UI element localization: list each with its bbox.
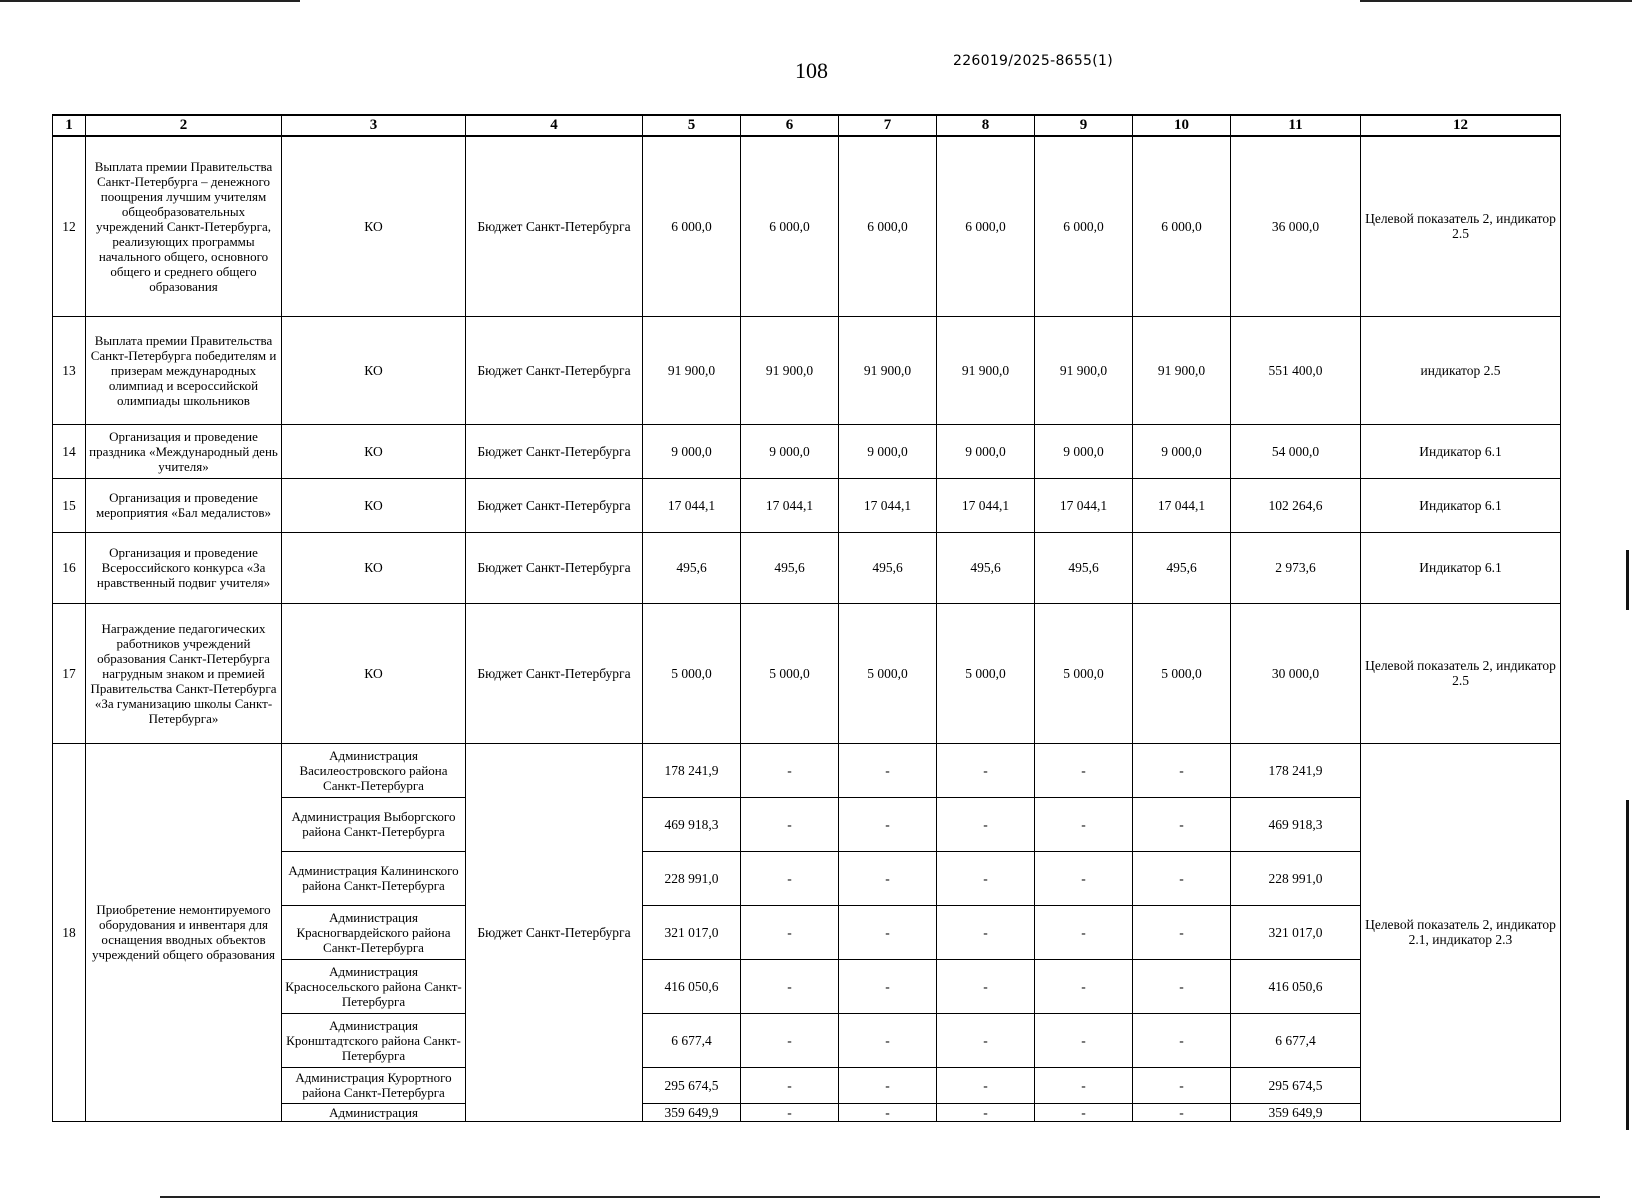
dash-cell: -: [937, 743, 1035, 797]
dash-cell: -: [937, 1013, 1035, 1067]
row-number: 17: [53, 603, 86, 743]
row-executor: КО: [282, 478, 466, 532]
row-value: 495,6: [1133, 532, 1231, 603]
document-code: 226019/2025-8655(1): [953, 53, 1114, 69]
scan-edge-right-2: [1626, 800, 1629, 1130]
dash-cell: -: [839, 743, 937, 797]
dash-cell: -: [1133, 1067, 1231, 1103]
row-value: 495,6: [741, 532, 839, 603]
subrow-total: 469 918,3: [1231, 797, 1361, 851]
row-value: 5 000,0: [937, 603, 1035, 743]
row-value: 9 000,0: [643, 424, 741, 478]
table-row: [53, 532, 1561, 603]
dash-cell: -: [741, 851, 839, 905]
row-number: 16: [53, 532, 86, 603]
dash-cell: -: [741, 905, 839, 959]
row-value: 9 000,0: [937, 424, 1035, 478]
row-value: 5 000,0: [1035, 603, 1133, 743]
dash-cell: -: [1035, 1103, 1133, 1121]
dash-cell: -: [839, 1103, 937, 1121]
header-cell: 10: [1133, 115, 1231, 136]
row-total: 102 264,6: [1231, 478, 1361, 532]
row-value: 91 900,0: [643, 316, 741, 424]
dash-cell: -: [839, 959, 937, 1013]
row-description: Выплата премии Правительства Санкт-Петербурга – денежного поощрения лучшим учителям общеобразовательных учреждений Санкт-Петербурга, реализующих программы начального общего, основного общего и среднего общего образования: [86, 136, 282, 316]
row-value: 91 900,0: [1133, 316, 1231, 424]
dash-cell: -: [937, 851, 1035, 905]
row-value: 17 044,1: [839, 478, 937, 532]
row-value: 91 900,0: [1035, 316, 1133, 424]
subrow-executor: Администрация Курортного района Санкт-Петербурга: [282, 1067, 466, 1103]
header-cell: 9: [1035, 115, 1133, 136]
row-indicator: Индикатор 6.1: [1361, 532, 1561, 603]
dash-cell: -: [839, 905, 937, 959]
row-indicator: Целевой показатель 2, индикатор 2.1, индикатор 2.3: [1361, 743, 1561, 1121]
row-value: 91 900,0: [937, 316, 1035, 424]
scan-edge-bottom: [160, 1196, 1600, 1198]
subrow-value: 321 017,0: [643, 905, 741, 959]
row-executor: КО: [282, 424, 466, 478]
header-cell: 5: [643, 115, 741, 136]
dash-cell: -: [1035, 797, 1133, 851]
dash-cell: -: [937, 959, 1035, 1013]
scan-edge-top-left: [0, 0, 300, 2]
row-value: 6 000,0: [1035, 136, 1133, 316]
subrow-total: 228 991,0: [1231, 851, 1361, 905]
row-executor: КО: [282, 136, 466, 316]
subrow-total: 6 677,4: [1231, 1013, 1361, 1067]
row-total: 36 000,0: [1231, 136, 1361, 316]
row-value: 17 044,1: [937, 478, 1035, 532]
row-value: 6 000,0: [839, 136, 937, 316]
dash-cell: -: [741, 1067, 839, 1103]
dash-cell: -: [1035, 1013, 1133, 1067]
dash-cell: -: [1133, 959, 1231, 1013]
row-value: 495,6: [937, 532, 1035, 603]
row-value: 6 000,0: [643, 136, 741, 316]
dash-cell: -: [1035, 905, 1133, 959]
row-number: 13: [53, 316, 86, 424]
row-source: Бюджет Санкт-Петербурга: [466, 532, 643, 603]
dash-cell: -: [839, 1013, 937, 1067]
row-value: 495,6: [643, 532, 741, 603]
row-value: 9 000,0: [839, 424, 937, 478]
dash-cell: -: [1133, 851, 1231, 905]
dash-cell: -: [937, 1103, 1035, 1121]
subrow-executor: Администрация: [282, 1103, 466, 1121]
row-value: 17 044,1: [1133, 478, 1231, 532]
header-cell: 6: [741, 115, 839, 136]
row-value: 9 000,0: [1133, 424, 1231, 478]
row-description: Организация и проведение мероприятия «Бал медалистов»: [86, 478, 282, 532]
row-executor: КО: [282, 532, 466, 603]
row-source: Бюджет Санкт-Петербурга: [466, 478, 643, 532]
subrow-value: 178 241,9: [643, 743, 741, 797]
row-value: 6 000,0: [1133, 136, 1231, 316]
dash-cell: -: [741, 797, 839, 851]
row-description: Выплата премии Правительства Санкт-Петербурга победителям и призерам международных олимпиад и всероссийской олимпиады школьников: [86, 316, 282, 424]
row-value: 17 044,1: [1035, 478, 1133, 532]
row-value: 9 000,0: [741, 424, 839, 478]
scan-edge-right-1: [1626, 550, 1629, 610]
dash-cell: -: [937, 905, 1035, 959]
budget-table: [52, 114, 1561, 1122]
row-indicator: Целевой показатель 2, индикатор 2.5: [1361, 603, 1561, 743]
header-cell: 3: [282, 115, 466, 136]
dash-cell: -: [1035, 743, 1133, 797]
header-row: [53, 115, 1561, 136]
header-cell: 11: [1231, 115, 1361, 136]
dash-cell: -: [937, 1067, 1035, 1103]
row-total: 54 000,0: [1231, 424, 1361, 478]
table-row: [53, 478, 1561, 532]
row-description: Организация и проведение Всероссийского конкурса «За нравственный подвиг учителя»: [86, 532, 282, 603]
subrow-value: 416 050,6: [643, 959, 741, 1013]
row-value: 5 000,0: [741, 603, 839, 743]
subrow-executor: Администрация Красногвардейского района Санкт-Петербурга: [282, 905, 466, 959]
row-value: 495,6: [839, 532, 937, 603]
row-description: Организация и проведение праздника «Международный день учителя»: [86, 424, 282, 478]
row-value: 91 900,0: [839, 316, 937, 424]
header-cell: 2: [86, 115, 282, 136]
row-number: 14: [53, 424, 86, 478]
row-indicator: Индикатор 6.1: [1361, 478, 1561, 532]
subrow-total: 321 017,0: [1231, 905, 1361, 959]
row-value: 9 000,0: [1035, 424, 1133, 478]
subrow-executor: Администрация Красносельского района Санкт-Петербурга: [282, 959, 466, 1013]
subrow-total: 359 649,9: [1231, 1103, 1361, 1121]
table-row: [53, 424, 1561, 478]
dash-cell: -: [839, 851, 937, 905]
subrow-value: 6 677,4: [643, 1013, 741, 1067]
dash-cell: -: [1133, 1013, 1231, 1067]
header-cell: 8: [937, 115, 1035, 136]
subrow-value: 469 918,3: [643, 797, 741, 851]
subrow-total: 295 674,5: [1231, 1067, 1361, 1103]
row-value: 91 900,0: [741, 316, 839, 424]
subrow-value: 359 649,9: [643, 1103, 741, 1121]
subrow-total: 178 241,9: [1231, 743, 1361, 797]
table-row: [53, 136, 1561, 316]
dash-cell: -: [839, 797, 937, 851]
row-indicator: Целевой показатель 2, индикатор 2.5: [1361, 136, 1561, 316]
subrow-value: 295 674,5: [643, 1067, 741, 1103]
row-total: 2 973,6: [1231, 532, 1361, 603]
row-total: 551 400,0: [1231, 316, 1361, 424]
table-row: [53, 603, 1561, 743]
row-indicator: Индикатор 6.1: [1361, 424, 1561, 478]
row-source: Бюджет Санкт-Петербурга: [466, 743, 643, 1121]
row-source: Бюджет Санкт-Петербурга: [466, 316, 643, 424]
row-source: Бюджет Санкт-Петербурга: [466, 424, 643, 478]
row-value: 17 044,1: [643, 478, 741, 532]
subrow-executor: Администрация Калининского района Санкт-Петербурга: [282, 851, 466, 905]
row-value: 5 000,0: [1133, 603, 1231, 743]
row-executor: КО: [282, 316, 466, 424]
row-description: Награждение педагогических работников учреждений образования Санкт-Петербурга нагрудным знаком и премией Правительства Санкт-Петербурга «За гуманизацию школы Санкт-Петербурга»: [86, 603, 282, 743]
subrow-total: 416 050,6: [1231, 959, 1361, 1013]
row-indicator: индикатор 2.5: [1361, 316, 1561, 424]
row-number: 18: [53, 743, 86, 1121]
row-source: Бюджет Санкт-Петербурга: [466, 603, 643, 743]
page-number: 108: [795, 58, 828, 83]
row-total: 30 000,0: [1231, 603, 1361, 743]
dash-cell: -: [741, 1103, 839, 1121]
header-cell: 12: [1361, 115, 1561, 136]
dash-cell: -: [741, 959, 839, 1013]
header-cell: 1: [53, 115, 86, 136]
row-description: Приобретение немонтируемого оборудования и инвентаря для оснащения вводных объектов учреждений общего образования: [86, 743, 282, 1121]
row-executor: КО: [282, 603, 466, 743]
row-number: 12: [53, 136, 86, 316]
dash-cell: -: [1035, 1067, 1133, 1103]
dash-cell: -: [1133, 797, 1231, 851]
row-value: 6 000,0: [741, 136, 839, 316]
row-number: 15: [53, 478, 86, 532]
row-value: 6 000,0: [937, 136, 1035, 316]
header-cell: 7: [839, 115, 937, 136]
row-value: 5 000,0: [839, 603, 937, 743]
scan-edge-top-right: [1360, 0, 1632, 2]
dash-cell: -: [1035, 959, 1133, 1013]
dash-cell: -: [741, 743, 839, 797]
dash-cell: -: [741, 1013, 839, 1067]
dash-cell: -: [839, 1067, 937, 1103]
table-row: [53, 316, 1561, 424]
row-value: 17 044,1: [741, 478, 839, 532]
dash-cell: -: [1035, 851, 1133, 905]
row-source: Бюджет Санкт-Петербурга: [466, 136, 643, 316]
dash-cell: -: [1133, 905, 1231, 959]
dash-cell: -: [937, 797, 1035, 851]
subrow-executor: Администрация Выборгского района Санкт-Петербурга: [282, 797, 466, 851]
subrow-executor: Администрация Василеостровского района Санкт-Петербурга: [282, 743, 466, 797]
dash-cell: -: [1133, 743, 1231, 797]
dash-cell: -: [1133, 1103, 1231, 1121]
table-row: [53, 743, 1561, 797]
row-value: 5 000,0: [643, 603, 741, 743]
row-value: 495,6: [1035, 532, 1133, 603]
subrow-executor: Администрация Кронштадтского района Санкт-Петербурга: [282, 1013, 466, 1067]
subrow-value: 228 991,0: [643, 851, 741, 905]
header-cell: 4: [466, 115, 643, 136]
